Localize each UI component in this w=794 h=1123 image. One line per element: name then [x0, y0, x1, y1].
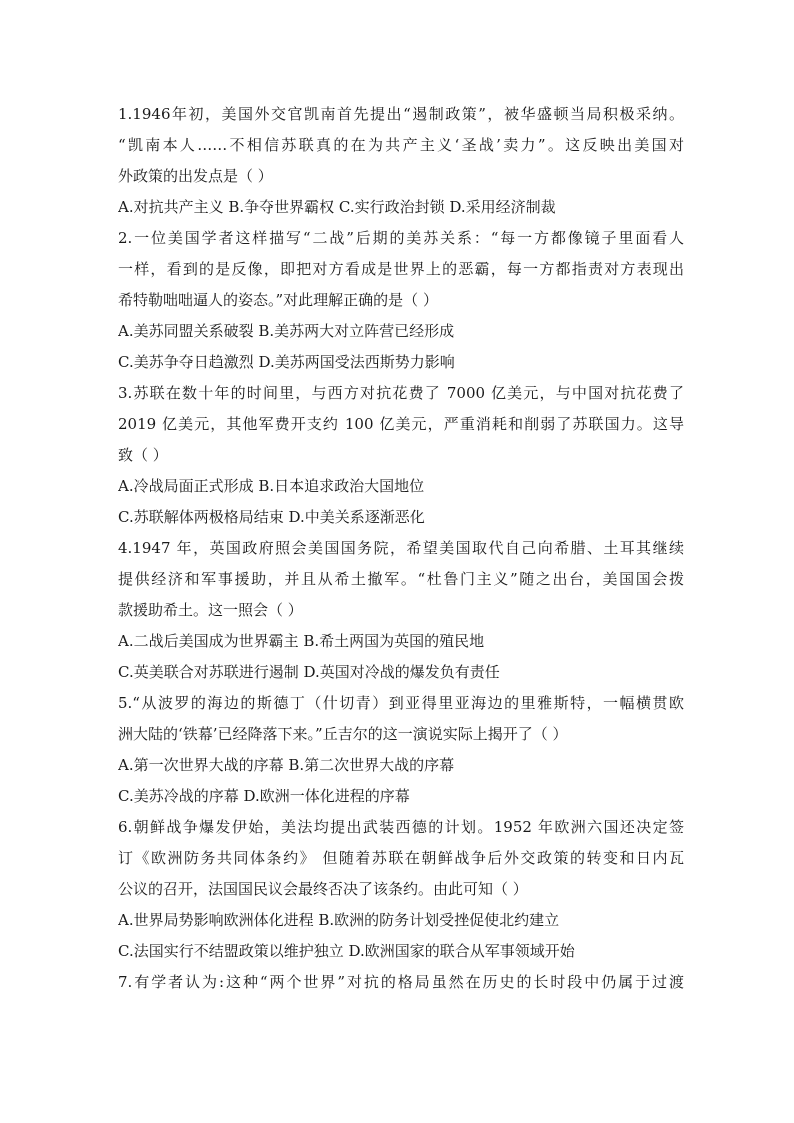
question-3-stem-line-2: 2019 亿美元，其他军费开支约 100 亿美元，严重消耗和削弱了苏联国力。这导	[118, 415, 684, 433]
question-4-stem-line-1: 4.1947 年，英国政府照会美国国务院，希望美国取代自己向希腊、土耳其继续	[118, 539, 684, 557]
question-6-stem-line-2: 订《欧洲防务共同体条约》 但随着苏联在朝鲜战争后外交政策的转变和日内瓦	[118, 849, 684, 867]
question-3	[118, 378, 684, 533]
question-7-stem-line-1: 7.有学者认为:这种“两个世界”对抗的格局虽然在历史的长时段中仍属于过渡	[118, 973, 684, 991]
question-7	[118, 967, 684, 998]
question-2	[118, 223, 684, 378]
question-1-stem-line-2: “凯南本人……不相信苏联真的在为共产主义‘圣战’卖力”。这反映出美国对	[118, 136, 684, 154]
question-3-stem-line-1: 3.苏联在数十年的时间里，与西方对抗花费了 7000 亿美元，与中国对抗花费了	[118, 384, 684, 402]
question-6-options-ab: A.世界局势影响欧洲体化进程 B.欧洲的防务计划受挫促使北约建立	[118, 911, 560, 929]
question-1-stem-line-3: 外政策的出发点是（ ）	[118, 167, 273, 185]
question-5-options-ab: A.第一次世界大战的序幕 B.第二次世界大战的序幕	[118, 756, 455, 774]
question-6-options-cd: C.法国实行不结盟政策以维护独立 D.欧洲国家的联合从军事领域开始	[118, 942, 575, 960]
question-2-stem-line-3: 希特勒咄咄逼人的姿态。”对此理解正确的是（ ）	[118, 291, 438, 309]
question-list	[118, 99, 684, 998]
question-6	[118, 812, 684, 967]
question-2-stem-line-1: 2.一位美国学者这样描写“二战”后期的美苏关系：“每一方都像镜子里面看人	[118, 229, 684, 247]
question-6-stem-line-3: 公议的召开，法国国民议会最终否决了该条约。由此可知（ ）	[118, 880, 528, 898]
question-5	[118, 688, 684, 812]
question-4	[118, 533, 684, 688]
question-5-stem-line-2: 洲大陆的‘铁幕’已经降落下来。”丘吉尔的这一演说实际上揭开了（ ）	[118, 725, 568, 743]
question-3-stem-line-3: 致（ ）	[118, 446, 168, 464]
question-6-stem-line-1: 6.朝鲜战争爆发伊始，美法均提出武装西德的计划。1952 年欧洲六国还决定签	[118, 818, 684, 836]
question-4-stem-line-3: 款援助希土。这一照会（ ）	[118, 601, 303, 619]
question-3-options-cd: C.苏联解体两极格局结束 D.中美关系逐渐恶化	[118, 508, 425, 526]
question-4-options-ab: A.二战后美国成为世界霸主 B.希土两国为英国的殖民地	[118, 632, 485, 650]
question-2-stem-line-2: 一样，看到的是反像，即把对方看成是世界上的恶霸，每一方都指责对方表现出	[118, 260, 684, 278]
question-5-stem-line-1: 5.“从波罗的海边的斯德丁（什切青）到亚得里亚海边的里雅斯特，一幅横贯欧	[118, 694, 684, 712]
question-4-stem-line-2: 提供经济和军事援助，并且从希土撤军。“杜鲁门主义”随之出台，美国国会拨	[118, 570, 684, 588]
question-1-stem-line-1: 1.1946年初，美国外交官凯南首先提出“遏制政策”，被华盛顿当局积极采纳。	[118, 105, 684, 123]
question-2-options-ab: A.美苏同盟关系破裂 B.美苏两大对立阵营已经形成	[118, 322, 455, 340]
question-5-options-cd: C.美苏冷战的序幕 D.欧洲一体化进程的序幕	[118, 787, 410, 805]
question-1	[118, 99, 684, 223]
question-2-options-cd: C.美苏争夺日趋激烈 D.美苏两国受法西斯势力影响	[118, 353, 455, 371]
question-1-options: A.对抗共产主义 B.争夺世界霸权 C.实行政治封锁 D.采用经济制裁	[118, 198, 556, 216]
question-3-options-ab: A.冷战局面正式形成 B.日本追求政治大国地位	[118, 477, 425, 495]
question-4-options-cd: C.英美联合对苏联进行遏制 D.英国对冷战的爆发负有责任	[118, 663, 500, 681]
